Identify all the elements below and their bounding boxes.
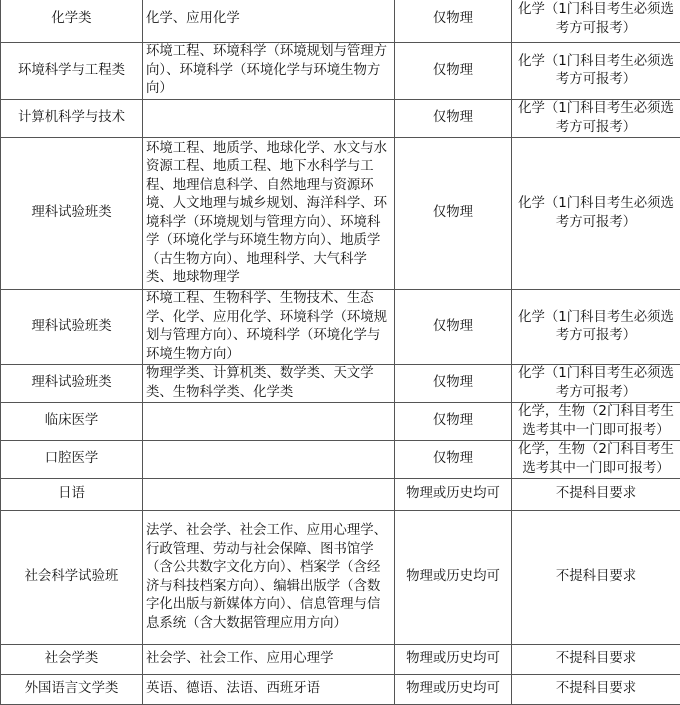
- category-cell: 日语: [1, 479, 143, 511]
- requirement-cell: 化学（1门科目考生必须选考方可报考）: [512, 365, 680, 403]
- majors-cell: 物理学类、计算机类、数学类、天文学类、生物科学类、化学类: [143, 365, 395, 403]
- majors-cell: [143, 403, 395, 441]
- category-cell: 环境科学与工程类: [1, 43, 143, 100]
- category-cell: 临床医学: [1, 403, 143, 441]
- majors-cell: [143, 100, 395, 138]
- requirement-cell: 不提科目要求: [512, 645, 680, 675]
- table-row: [1, 365, 680, 403]
- category-cell: 理科试验班类: [1, 138, 143, 290]
- table-row: [1, 43, 680, 100]
- majors-cell: 社会学、社会工作、应用心理学: [143, 645, 395, 675]
- majors-cell: [143, 479, 395, 511]
- subject-cell: 仅物理: [395, 441, 512, 479]
- category-cell: 外国语言文学类: [1, 675, 143, 705]
- category-cell: 计算机科学与技术: [1, 100, 143, 138]
- subject-cell: 仅物理: [395, 43, 512, 100]
- requirement-cell: 化学（1门科目考生必须选考方可报考）: [512, 0, 680, 43]
- table-row: [1, 479, 680, 511]
- category-cell: 口腔医学: [1, 441, 143, 479]
- subject-cell: 仅物理: [395, 0, 512, 43]
- requirement-cell: 不提科目要求: [512, 675, 680, 705]
- majors-cell: 法学、社会学、社会工作、应用心理学、行政管理、劳动与社会保障、图书馆学（含公共数字文化方向）、档案学（含经济与科技档案方向）、编辑出版学（含数字化出版与新媒体方向）、信息管理与信息系统（含大数据管理应用方向）: [143, 511, 395, 645]
- subject-cell: 仅物理: [395, 290, 512, 365]
- majors-cell: 英语、德语、法语、西班牙语: [143, 675, 395, 705]
- subject-cell: 仅物理: [395, 100, 512, 138]
- table-row: [1, 290, 680, 365]
- requirement-cell: 不提科目要求: [512, 511, 680, 645]
- majors-cell: 环境工程、环境科学（环境规划与管理方向）、环境科学（环境化学与环境生物方向）: [143, 43, 395, 100]
- table-row: [1, 0, 680, 43]
- subject-cell: 物理或历史均可: [395, 479, 512, 511]
- majors-cell: 环境工程、地质学、地球化学、水文与水资源工程、地质工程、地下水科学与工程、地理信息科学、自然地理与资源环境、人文地理与城乡规划、海洋科学、环境科学（环境规划与管理方向）、环境科学（环境化学与环境生物方向）、地质学（古生物方向）、地理科学、大气科学类、地球物理学: [143, 138, 395, 290]
- table-row: [1, 138, 680, 290]
- table-row: [1, 675, 680, 705]
- requirement-cell: 化学（1门科目考生必须选考方可报考）: [512, 43, 680, 100]
- subject-cell: 仅物理: [395, 403, 512, 441]
- requirement-cell: 化学，生物（2门科目考生选考其中一门即可报考）: [512, 441, 680, 479]
- subject-cell: 仅物理: [395, 138, 512, 290]
- requirement-cell: 化学（1门科目考生必须选考方可报考）: [512, 290, 680, 365]
- category-cell: 理科试验班类: [1, 290, 143, 365]
- subject-cell: 物理或历史均可: [395, 645, 512, 675]
- table-row: [1, 511, 680, 645]
- table-row: [1, 100, 680, 138]
- table-row: [1, 645, 680, 675]
- category-cell: 理科试验班类: [1, 365, 143, 403]
- table-row: [1, 403, 680, 441]
- majors-cell: 化学、应用化学: [143, 0, 395, 43]
- category-cell: 化学类: [1, 0, 143, 43]
- category-cell: 社会学类: [1, 645, 143, 675]
- category-cell: 社会科学试验班: [1, 511, 143, 645]
- subject-cell: 仅物理: [395, 365, 512, 403]
- table-row: [1, 441, 680, 479]
- subject-cell: 物理或历史均可: [395, 511, 512, 645]
- majors-cell: [143, 441, 395, 479]
- requirement-cell: 化学（1门科目考生必须选考方可报考）: [512, 138, 680, 290]
- subject-cell: 物理或历史均可: [395, 675, 512, 705]
- requirement-cell: 化学（1门科目考生必须选考方可报考）: [512, 100, 680, 138]
- majors-cell: 环境工程、生物科学、生物技术、生态学、化学、应用化学、环境科学（环境规划与管理方向）、环境科学（环境化学与环境生物方向）: [143, 290, 395, 365]
- requirement-cell: 不提科目要求: [512, 479, 680, 511]
- requirement-cell: 化学，生物（2门科目考生选考其中一门即可报考）: [512, 403, 680, 441]
